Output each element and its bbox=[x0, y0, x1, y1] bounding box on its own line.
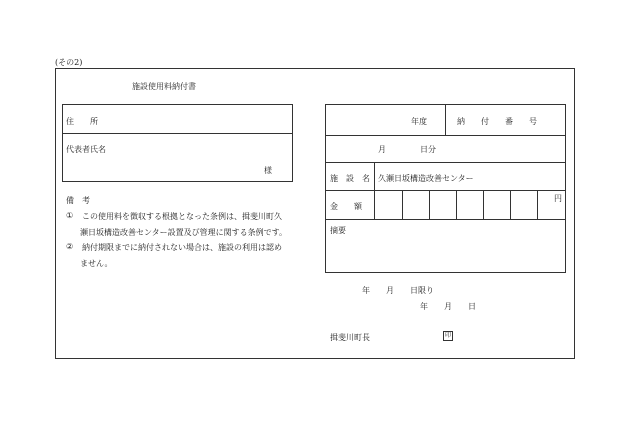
note1-marker: ① bbox=[66, 211, 74, 220]
document-title: 施設使用料納付書 bbox=[132, 82, 196, 91]
amount-digit-divider bbox=[456, 190, 457, 219]
col-divider bbox=[374, 162, 375, 219]
note1-line1: この使用料を徴収する根拠となった条例は、揖斐川町久 bbox=[82, 212, 282, 221]
amount-digit-divider bbox=[402, 190, 403, 219]
notes-header: 備 考 bbox=[66, 196, 90, 205]
row-divider bbox=[325, 135, 566, 136]
note2-line2: ません。 bbox=[80, 259, 113, 268]
amount-digit-divider bbox=[483, 190, 484, 219]
month-label: 月 bbox=[378, 145, 386, 154]
fiscal-year-label: 年度 bbox=[411, 117, 427, 126]
period-label: 日分 bbox=[420, 145, 436, 154]
facility-label: 施 設 名 bbox=[330, 174, 370, 183]
address-label: 住 所 bbox=[66, 117, 98, 126]
yen-label: 円 bbox=[554, 194, 562, 203]
row-divider bbox=[325, 190, 566, 191]
amount-digit-divider bbox=[510, 190, 511, 219]
col-divider bbox=[445, 104, 446, 135]
payment-number-label: 納 付 番 号 bbox=[457, 117, 537, 126]
representative-label: 代表者氏名 bbox=[66, 145, 106, 154]
amount-digit-divider bbox=[537, 190, 538, 219]
issue-date-text: 年 月 日 bbox=[420, 302, 476, 311]
page-label: (その2) bbox=[55, 58, 83, 67]
seal-mark: 印 bbox=[444, 332, 451, 339]
note1-line2: 瀬日坂構造改善センター設置及び管理に関する条例です。 bbox=[80, 228, 288, 237]
amount-label: 金 額 bbox=[330, 202, 362, 211]
note2-marker: ② bbox=[66, 242, 74, 251]
row-divider bbox=[325, 162, 566, 163]
remarks-label: 摘要 bbox=[330, 226, 346, 235]
facility-value: 久瀬日坂構造改善センター bbox=[378, 174, 474, 183]
payer-box-divider bbox=[62, 133, 293, 134]
row-divider bbox=[325, 219, 566, 220]
issuer-name: 揖斐川町長 bbox=[330, 333, 370, 342]
amount-digit-divider bbox=[429, 190, 430, 219]
deadline-text: 年 月 日限り bbox=[362, 286, 434, 295]
honorific: 様 bbox=[264, 166, 272, 175]
note2-line1: 納付期限までに納付されない場合は、施設の利用は認め bbox=[82, 243, 282, 252]
